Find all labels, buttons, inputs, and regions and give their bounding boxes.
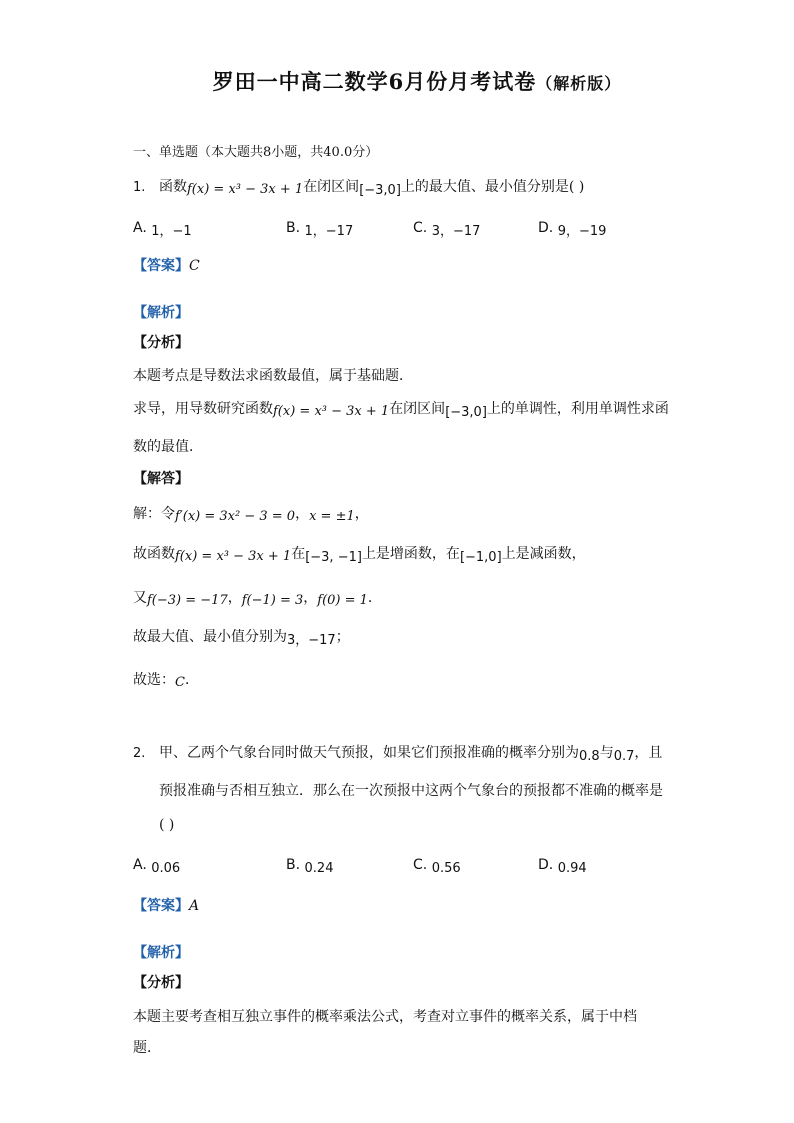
q1-text-c: 上的最大值、最小值分别是 [400, 179, 569, 195]
probability-2: 0.7 [613, 749, 635, 764]
option-d [538, 217, 607, 239]
solution-text: ． [184, 672, 199, 688]
option-c [413, 857, 461, 876]
solution-text: 在 [291, 546, 306, 562]
option-value: 0.56 [431, 861, 461, 876]
analysis-line-1: 本题主要考查相互独立事件的概率乘法公式，考查对立事件的概率关系，属于中档 [133, 1009, 637, 1025]
option-label: A. [133, 220, 147, 236]
section-header: 一、单选题（本大题共8小题，共40.0分） [133, 145, 379, 160]
question-1 [133, 176, 584, 196]
solution-line-1 [133, 503, 369, 523]
critical-points: x = ±1 [309, 509, 355, 524]
q1-text-a: 函数 [159, 179, 187, 195]
page-title [0, 66, 794, 96]
option-value: 0.94 [557, 861, 587, 876]
fenxi-label: 【分析】 [133, 335, 189, 351]
analysis-line-3: 数的最值． [133, 439, 203, 455]
solution-text: ， [354, 506, 369, 522]
function-expression: f(x) = x³ − 3x + 1 [273, 404, 390, 419]
jiexi-label: 【解析】 [133, 945, 189, 961]
analysis-text: 求导，用导数研究函数 [133, 401, 273, 417]
option-value: 9，−19 [557, 224, 607, 239]
option-a [133, 217, 192, 239]
question-number: 1. [133, 180, 146, 195]
interval: [−3, −1] [305, 550, 362, 565]
answer-value: A [189, 898, 200, 914]
analysis-text: 上的单调性，利用单调性求函 [486, 401, 669, 417]
analysis-line-2 [133, 398, 669, 418]
option-label: C. [413, 857, 428, 873]
solution-text: 上是减函数， [501, 546, 586, 562]
solution-text: 故选： [133, 672, 175, 688]
question-number: 2. [133, 746, 146, 761]
solution-text: ， [303, 590, 318, 606]
solution-text: 故函数 [133, 546, 175, 562]
answer-value: C [189, 258, 200, 274]
option-value: 3，−17 [431, 224, 481, 239]
function-expression: f(x) = x³ − 3x + 1 [175, 549, 292, 564]
analysis-text: 在闭区间 [389, 401, 446, 417]
function-value: f(−3) = −17 [147, 593, 228, 608]
fenxi-label: 【分析】 [133, 975, 189, 991]
function-value: f(0) = 1 [317, 593, 368, 608]
function-expression: f(x) = x³ − 3x + 1 [187, 182, 304, 197]
solution-text: ， [295, 506, 310, 522]
option-value: 0.24 [304, 861, 334, 876]
solution-line-2 [133, 543, 586, 563]
jieda-label: 【解答】 [133, 471, 189, 487]
derivative-equation: f′(x) = 3x² − 3 = 0 [175, 509, 296, 524]
analysis-line-2: 题． [133, 1040, 161, 1056]
q2-text: 与 [599, 745, 614, 761]
option-label: D. [538, 220, 554, 236]
solution-line-5 [133, 669, 199, 689]
interval: [−3,0] [445, 405, 487, 420]
solution-line-4 [133, 626, 350, 646]
interval: [−3,0] [359, 183, 401, 198]
option-label: B. [286, 220, 301, 236]
option-label: D. [538, 857, 554, 873]
answer-paren: ( ) [159, 817, 175, 833]
option-a [133, 857, 181, 876]
option-d [538, 857, 587, 876]
q1-text-b: 在闭区间 [303, 179, 360, 195]
function-value: f(−1) = 3 [241, 593, 304, 608]
solution-text: 上是增函数，在 [361, 546, 460, 562]
title-text: 罗田一中高二数学6月份月考试卷 [212, 69, 537, 94]
answer-label: 【答案】 [133, 898, 189, 914]
title-suffix: （解析版） [536, 74, 622, 93]
option-value: 1，−1 [151, 224, 192, 239]
probability-1: 0.8 [579, 749, 600, 764]
option-c [413, 217, 481, 239]
analysis-line-1: 本题考点是导数法求函数最值，属于基础题． [133, 368, 413, 384]
solution-text: ． [367, 590, 382, 606]
chosen-option: C [175, 675, 185, 690]
answer-row [133, 895, 199, 915]
option-value: 0.06 [151, 861, 181, 876]
answer-row [133, 255, 200, 275]
option-value: 1，−17 [304, 224, 354, 239]
answer-label: 【答案】 [133, 258, 189, 274]
q2-text: 甲、乙两个气象台同时做天气预报，如果它们预报准确的概率分别为 [159, 745, 579, 761]
solution-text: ， [227, 590, 242, 606]
extreme-values: 3，−17 [287, 633, 336, 648]
jiexi-label: 【解析】 [133, 305, 189, 321]
solution-text: 又 [133, 590, 147, 606]
solution-text: 故最大值、最小值分别为 [133, 629, 287, 645]
option-b [286, 857, 334, 876]
option-label: A. [133, 857, 147, 873]
option-b [286, 217, 354, 239]
solution-text: 解：令 [133, 506, 175, 522]
solution-text: ； [335, 629, 350, 645]
q2-text: ，且 [634, 745, 663, 761]
question-2 [133, 742, 662, 762]
option-label: C. [413, 220, 428, 236]
question-2-line-2: 预报准确与否相互独立．那么在一次预报中这两个气象台的预报都不准确的概率是 [159, 783, 663, 799]
solution-line-3 [133, 587, 382, 607]
option-label: B. [286, 857, 301, 873]
answer-paren: ( ) [568, 179, 585, 195]
interval: [−1,0] [459, 550, 502, 565]
